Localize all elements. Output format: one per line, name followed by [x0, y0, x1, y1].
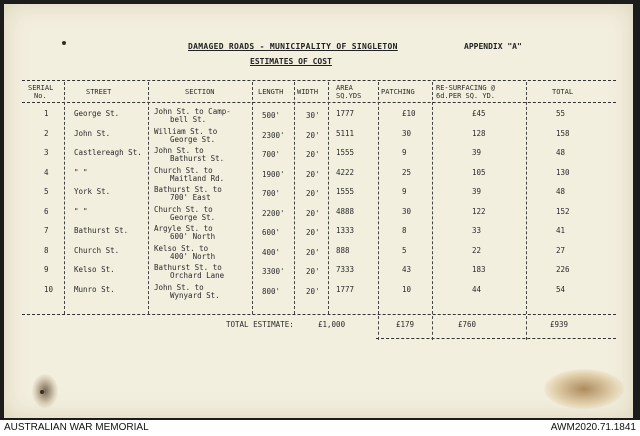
cell-section-from: Bathurst St. to [154, 185, 222, 194]
cell-length: 2200' [262, 208, 285, 218]
total-resurfacing: £760 [458, 320, 477, 329]
water-stain [544, 369, 624, 409]
header-area: AREA [336, 84, 353, 92]
cell-patching: 9 [402, 187, 407, 196]
cell-section-from: John St. to [154, 282, 204, 292]
total-patching: £179 [396, 320, 415, 329]
cell-width: 20' [306, 189, 320, 198]
cell-resurfacing: 39 [472, 187, 482, 196]
total-grand: £939 [550, 320, 569, 329]
cell-serial: 4 [44, 167, 49, 177]
cell-area: 1777 [336, 284, 355, 294]
cell-street: " " [74, 206, 88, 216]
cell-total: 48 [556, 187, 566, 196]
column-divider [526, 82, 527, 314]
cell-patching: 43 [402, 265, 412, 274]
cell-area: 1333 [336, 226, 355, 235]
cell-section-to: Maitland Rd. [170, 173, 225, 183]
cell-width: 20' [306, 130, 320, 140]
cell-area: 5111 [336, 128, 355, 138]
cell-serial: 7 [44, 226, 49, 235]
header-resurfacing: RE-SURFACING @ [436, 84, 496, 92]
column-divider [148, 82, 149, 314]
totals-bottom-rule [376, 338, 616, 339]
cell-patching: 9 [402, 148, 407, 157]
cell-section-from: William St. to [154, 126, 218, 136]
cell-resurfacing: 44 [472, 284, 482, 294]
cell-area: 4222 [336, 167, 355, 177]
cell-width: 20' [306, 208, 320, 218]
column-divider [294, 82, 295, 314]
header-patching: PATCHING [381, 88, 415, 96]
cell-width: 20' [306, 267, 320, 276]
column-divider [64, 82, 65, 314]
header-section: SECTION [185, 88, 215, 96]
cell-serial: 8 [44, 245, 49, 255]
cell-resurfacing: 33 [472, 226, 482, 235]
column-divider [252, 82, 253, 314]
cell-total: 226 [556, 265, 570, 274]
cell-street: " " [74, 167, 88, 177]
cell-area: 888 [336, 245, 350, 255]
cell-width: 20' [306, 228, 320, 237]
cell-street: George St. [74, 109, 120, 118]
cell-length: 600' [262, 228, 281, 237]
cell-section-from: John St. to [154, 146, 204, 155]
cell-resurfacing: 183 [472, 265, 486, 274]
cell-total: 55 [556, 109, 566, 118]
document-subtitle: ESTIMATES OF COST [250, 57, 332, 66]
header-total: TOTAL [552, 88, 574, 96]
cell-length: 800' [262, 286, 281, 296]
column-divider [328, 82, 329, 314]
cell-resurfacing: 22 [472, 245, 482, 255]
column-divider [432, 316, 433, 340]
cell-section-to: 400' North [170, 251, 216, 261]
cell-total: 54 [556, 284, 566, 294]
cell-length: 700' [262, 189, 281, 198]
cell-patching: 8 [402, 226, 407, 235]
footer-credit: AUSTRALIAN WAR MEMORIAL [4, 422, 149, 433]
cell-section-to: 600' North [170, 232, 216, 241]
cell-resurfacing: 122 [472, 206, 486, 216]
cell-length: 3300' [262, 267, 285, 276]
cell-section-to: 700' East [170, 193, 211, 202]
cell-total: 130 [556, 167, 570, 177]
cell-section-to: bell St. [170, 115, 207, 124]
cell-section-from: Church St. to [154, 204, 213, 214]
table-bottom-rule [22, 314, 616, 315]
cell-patching: 30 [402, 128, 412, 138]
cell-street: York St. [74, 187, 111, 196]
header-resurfacing-rate: 6d.PER SQ. YD. [436, 92, 496, 100]
cell-total: 41 [556, 226, 566, 235]
cell-section-from: Kelso St. to [154, 243, 209, 253]
cell-length: 400' [262, 247, 281, 257]
cell-street: Church St. [74, 245, 120, 255]
cell-section-to: George St. [170, 134, 216, 144]
cell-section-from: Bathurst St. to [154, 263, 222, 272]
column-divider [526, 316, 527, 340]
cell-total: 152 [556, 206, 570, 216]
cell-width: 20' [306, 286, 320, 296]
cell-section-to: Orchard Lane [170, 271, 225, 280]
column-divider [378, 316, 379, 340]
cell-section-from: Argyle St. to [154, 224, 213, 233]
cell-patching: £10 [402, 109, 416, 118]
cell-serial: 6 [44, 206, 49, 216]
punch-hole [62, 41, 66, 45]
cell-patching: 10 [402, 284, 412, 294]
cell-length: 2300' [262, 130, 285, 140]
cell-patching: 30 [402, 206, 412, 216]
cell-length: 500' [262, 111, 281, 120]
cell-street: Bathurst St. [74, 226, 129, 235]
cell-width: 20' [306, 150, 320, 159]
cell-resurfacing: 105 [472, 167, 486, 177]
cell-section-to: George St. [170, 212, 216, 222]
cell-total: 27 [556, 245, 566, 255]
document-title: DAMAGED ROADS - MUNICIPALITY OF SINGLETON [188, 42, 398, 51]
cell-serial: 3 [44, 148, 49, 157]
cell-total: 158 [556, 128, 570, 138]
header-area-unit: SQ.YDS [336, 92, 362, 100]
cell-street: Castlereagh St. [74, 148, 142, 157]
cell-section-to: Bathurst St. [170, 154, 225, 163]
footer-bar [0, 420, 640, 436]
cell-area: 7333 [336, 265, 355, 274]
cell-resurfacing: £45 [472, 109, 486, 118]
header-length: LENGTH [258, 88, 284, 96]
cell-width: 30' [306, 111, 320, 120]
cell-section-to: Wynyard St. [170, 290, 220, 300]
cell-area: 1555 [336, 187, 355, 196]
total-estimate-label: TOTAL ESTIMATE: [226, 320, 294, 329]
column-divider [378, 82, 379, 314]
footer-accession-id: AWM2020.71.1841 [550, 422, 636, 433]
cell-width: 20' [306, 247, 320, 257]
cell-serial: 9 [44, 265, 49, 274]
cell-serial: 10 [44, 284, 54, 294]
header-width: WIDTH [297, 88, 319, 96]
cell-patching: 5 [402, 245, 407, 255]
cell-street: Kelso St. [74, 265, 115, 274]
cell-length: 1900' [262, 169, 285, 179]
cell-serial: 5 [44, 187, 49, 196]
column-divider [432, 82, 433, 314]
appendix-label: APPENDIX "A" [464, 42, 522, 51]
cell-width: 20' [306, 169, 320, 179]
punch-hole [40, 390, 44, 394]
cell-area: 1555 [336, 148, 355, 157]
header-serial: SERIAL [28, 84, 54, 92]
cell-resurfacing: 39 [472, 148, 482, 157]
cell-section-from: John St. to Camp- [154, 107, 231, 116]
cell-patching: 25 [402, 167, 412, 177]
header-street: STREET [86, 88, 112, 96]
cell-area: 1777 [336, 109, 355, 118]
cell-street: John St. [74, 128, 111, 138]
cell-serial: 2 [44, 128, 49, 138]
cell-length: 700' [262, 150, 281, 159]
cell-area: 4888 [336, 206, 355, 216]
cell-serial: 1 [44, 109, 49, 118]
cell-section-from: Church St. to [154, 165, 213, 175]
burn-mark [32, 374, 58, 408]
total-amount: £1,000 [318, 320, 346, 329]
cell-street: Munro St. [74, 284, 115, 294]
header-serial-no: No. [34, 92, 47, 100]
cell-total: 48 [556, 148, 566, 157]
cell-resurfacing: 128 [472, 128, 486, 138]
table-top-rule [22, 80, 616, 81]
